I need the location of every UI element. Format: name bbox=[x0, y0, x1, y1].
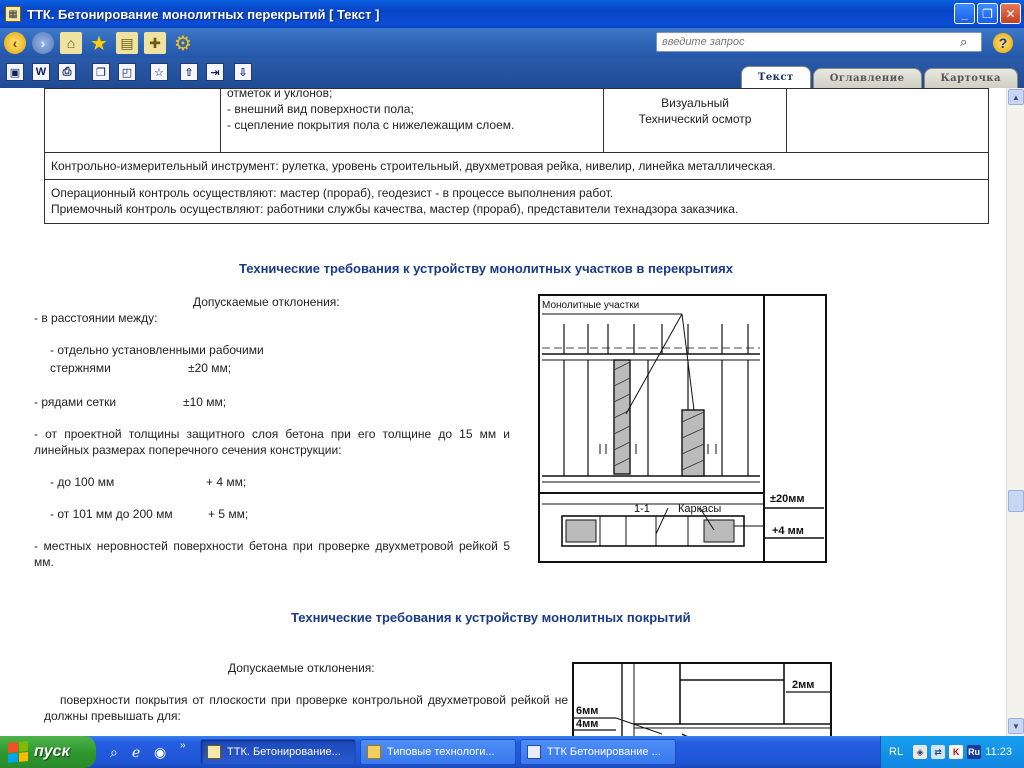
taskbar-item[interactable] bbox=[360, 739, 516, 765]
scroll-thumb[interactable] bbox=[1008, 490, 1024, 512]
window-controls bbox=[954, 3, 1021, 24]
monolithic-covering-drawing bbox=[572, 662, 832, 736]
control-method: Технический осмотр bbox=[638, 112, 752, 126]
tab-text[interactable]: Текст bbox=[741, 66, 811, 88]
save-icon[interactable]: ▣ bbox=[6, 63, 24, 81]
figure-label: Монолитные участки bbox=[542, 300, 640, 311]
taskbar-item-label: ТТК Бетонирование ... bbox=[547, 746, 661, 758]
forward-icon[interactable]: › bbox=[32, 32, 54, 54]
text-paragraph: - местных неровностей поверхности бетона при проверке двухметровой рейкой 5 мм. bbox=[34, 539, 510, 569]
tolerance-value: + 5 мм; bbox=[208, 507, 249, 521]
figure-label: +4 мм bbox=[772, 525, 804, 537]
start-label: пуск bbox=[34, 743, 70, 760]
table-cell bbox=[45, 153, 989, 180]
document-icon[interactable]: ▤ bbox=[116, 32, 138, 54]
table-line: - внешний вид поверхности пола; bbox=[227, 102, 414, 116]
search-quicklaunch-icon[interactable]: ⌕ bbox=[110, 744, 118, 760]
back-icon[interactable]: ‹ bbox=[4, 32, 26, 54]
start-button[interactable] bbox=[0, 736, 96, 768]
scroll-up-icon[interactable]: ▲ bbox=[1008, 89, 1024, 105]
browser-quicklaunch-icon[interactable]: ℯ bbox=[132, 744, 141, 760]
preview-icon[interactable]: ◰ bbox=[118, 63, 136, 81]
tolerance-value: ±10 мм; bbox=[183, 395, 227, 409]
windows-logo-icon bbox=[8, 741, 28, 763]
folder-icon bbox=[367, 745, 381, 759]
control-method: Визуальный bbox=[661, 96, 729, 110]
table-cell bbox=[604, 89, 787, 153]
table-cell bbox=[787, 89, 989, 153]
help-icon[interactable]: ? bbox=[993, 33, 1013, 53]
bookmarks-star-icon[interactable]: ★ bbox=[90, 32, 108, 55]
table-cell bbox=[45, 180, 989, 224]
text-line: - от 101 мм до 200 мм bbox=[50, 507, 173, 521]
scroll-down-icon[interactable]: ▼ bbox=[1008, 718, 1024, 734]
table-cell bbox=[221, 89, 604, 153]
tab-contents[interactable]: Оглавление bbox=[813, 68, 922, 88]
upload-icon[interactable]: ⇧ bbox=[180, 63, 198, 81]
text-line: - в расстоянии между: bbox=[34, 311, 158, 325]
drawing-svg bbox=[572, 662, 832, 736]
title-bar[interactable] bbox=[0, 0, 1024, 28]
figure-label: Каркасы bbox=[678, 503, 722, 515]
deviation-subtitle: Допускаемые отклонения: bbox=[228, 661, 375, 675]
copy-icon[interactable]: ❐ bbox=[92, 63, 110, 81]
print-icon[interactable]: ⎙ bbox=[58, 63, 76, 81]
deviation-subtitle: Допускаемые отклонения: bbox=[193, 295, 340, 309]
figure-label: 1-1 bbox=[634, 503, 650, 515]
text-line: - рядами сетки bbox=[34, 395, 117, 409]
quicklaunch-expand-icon[interactable]: » bbox=[180, 740, 186, 751]
taskbar-item-label: Типовые технологи... bbox=[387, 746, 495, 758]
table-line: - сцепление покрытия пола с нижележащим слоем. bbox=[227, 118, 515, 132]
network-icon[interactable]: ◈ bbox=[913, 745, 927, 759]
taskbar-item[interactable] bbox=[520, 739, 676, 765]
home-icon[interactable]: ⌂ bbox=[60, 32, 82, 54]
monolithic-sections-drawing bbox=[538, 294, 828, 564]
add-document-icon[interactable]: ✚ bbox=[144, 32, 166, 54]
close-button[interactable]: ✕ bbox=[1000, 3, 1021, 24]
table-cell bbox=[45, 89, 221, 153]
text-line: стержнями bbox=[50, 361, 111, 375]
taskbar bbox=[0, 736, 1024, 768]
figure-label: 2мм bbox=[792, 679, 815, 691]
figure-label: 6мм bbox=[576, 705, 599, 717]
text-line: - отдельно установленными рабочими bbox=[50, 343, 264, 357]
taskbar-item-label: ТТК. Бетонирование... bbox=[227, 746, 341, 758]
antivirus-k-icon[interactable]: K bbox=[949, 745, 963, 759]
tab-card[interactable]: Карточка bbox=[924, 68, 1018, 88]
main-toolbar bbox=[0, 28, 1024, 58]
go-to-icon[interactable]: ⇥ bbox=[206, 63, 224, 81]
text-paragraph: - от проектной толщины защитного слоя бетона при его толщине до 15 мм и линейных размерах поперечного сечения конструкции: bbox=[34, 427, 510, 457]
table-line: отметок и уклонов; bbox=[227, 88, 333, 100]
document-content bbox=[0, 88, 1006, 736]
download-icon[interactable]: ⇩ bbox=[234, 63, 252, 81]
app-icon: ▦ bbox=[5, 6, 21, 22]
taskbar-item[interactable] bbox=[200, 739, 356, 765]
gear-icon[interactable]: ⚙ bbox=[174, 32, 192, 55]
minimize-button[interactable]: _ bbox=[954, 3, 975, 24]
app-icon bbox=[207, 745, 221, 759]
section-heading: Технические требования к устройству монолитных участков в перекрытиях bbox=[239, 261, 733, 276]
system-tray bbox=[880, 736, 1024, 768]
keyboard-layout-icon[interactable]: Ru bbox=[968, 747, 981, 757]
figure-label: ±20мм bbox=[770, 493, 805, 505]
add-bookmark-icon[interactable]: ☆ bbox=[150, 63, 168, 81]
window-title: ТТК. Бетонирование монолитных перекрытий [ Текст ] bbox=[27, 6, 380, 22]
text-line: - до 100 мм bbox=[50, 475, 115, 489]
maximize-button[interactable]: ❐ bbox=[977, 3, 998, 24]
drawing-svg bbox=[538, 294, 828, 564]
export-word-icon[interactable]: W bbox=[32, 63, 50, 81]
quality-control-table bbox=[44, 88, 989, 224]
acceptance-control-text: Приемочный контроль осуществляют: работники службы качества, мастер (прораб), представители технадзора заказчика. bbox=[51, 202, 739, 216]
text-paragraph: поверхности покрытия от плоскости при проверке контрольной двухметровой рейкой не должны превышать для: bbox=[44, 693, 568, 723]
operational-control-text: Операционный контроль осуществляют: мастер (прораб), геодезист - в процессе выполнения работ. bbox=[51, 186, 614, 200]
safely-remove-icon[interactable]: ⇄ bbox=[931, 745, 945, 759]
media-player-quicklaunch-icon[interactable]: ◉ bbox=[154, 744, 167, 760]
language-indicator[interactable]: RL bbox=[889, 746, 904, 758]
word-document-icon bbox=[527, 745, 541, 759]
tolerance-value: + 4 мм; bbox=[206, 475, 247, 489]
figure-label: 4мм bbox=[576, 718, 599, 730]
tolerance-value: ±20 мм; bbox=[188, 361, 232, 375]
clock: 11:23 bbox=[985, 746, 1012, 758]
secondary-toolbar bbox=[0, 58, 1024, 88]
instrument-text: Контрольно-измерительный инструмент: рулетка, уровень строительный, двухметровая рейка, нивелир, линейка металлическая. bbox=[51, 159, 776, 173]
section-heading: Технические требования к устройству монолитных покрытий bbox=[291, 610, 691, 625]
search-icon[interactable]: ⌕ bbox=[960, 34, 968, 49]
search-input[interactable] bbox=[656, 32, 982, 52]
view-tabs bbox=[739, 68, 1018, 88]
vertical-scrollbar[interactable] bbox=[1006, 88, 1024, 736]
